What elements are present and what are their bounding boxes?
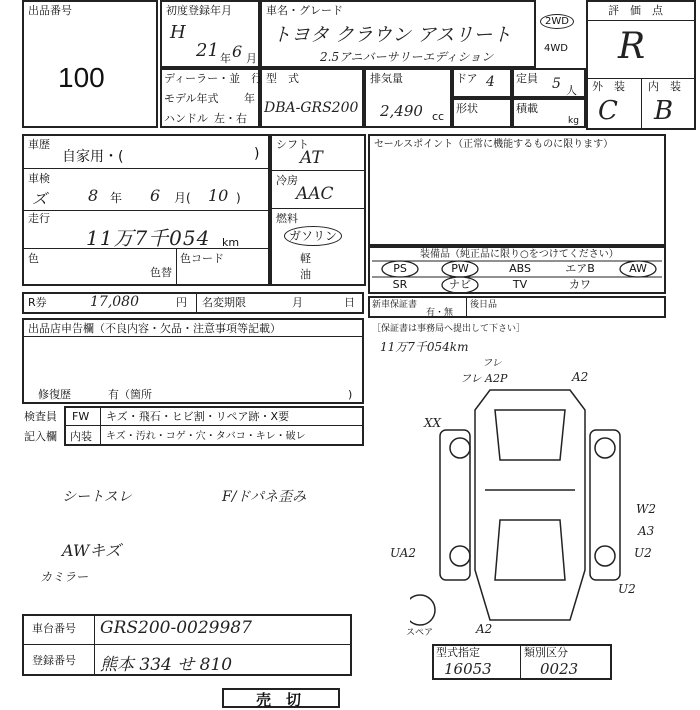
plate-value: 熊本 334 せ 810 bbox=[100, 655, 233, 675]
interior-label: 内 装 bbox=[648, 80, 681, 93]
type-label: 型 式 bbox=[266, 72, 299, 85]
load-label: 積載 bbox=[516, 102, 538, 115]
type-value: DBA-GRS200 bbox=[264, 100, 359, 116]
warranty-label: 新車保証書 bbox=[372, 300, 418, 310]
score-value: R bbox=[618, 26, 646, 67]
color-label: 色 bbox=[28, 252, 39, 265]
color-divider bbox=[176, 248, 177, 286]
checker-label-2: 記入欄 bbox=[24, 430, 57, 443]
drive-4wd: 4WD bbox=[544, 43, 568, 54]
notes-divider bbox=[22, 336, 364, 337]
capacity-value: 5 bbox=[552, 76, 561, 92]
handle-label: ハンドル bbox=[164, 112, 208, 125]
shift-label: シフト bbox=[276, 138, 309, 151]
shape-label: 形状 bbox=[456, 102, 478, 115]
checker-interior: 内装 bbox=[70, 430, 92, 443]
remark-fender: F/ドパネ歪み bbox=[222, 489, 307, 505]
equip-abs: ABS bbox=[509, 262, 531, 275]
equip-navi: ナビ bbox=[449, 278, 471, 291]
recycle-divider bbox=[196, 292, 197, 314]
displacement-value: 2,490 bbox=[380, 102, 423, 120]
recycle-value: 17,080 bbox=[90, 294, 139, 310]
inspection-year-unit: 年 bbox=[110, 191, 123, 205]
equip-sr: SR bbox=[392, 278, 408, 291]
shift-divider-1 bbox=[270, 170, 366, 171]
dealer-label: ディーラー・並 行 bbox=[164, 72, 263, 85]
diagram-mark-7: U2 bbox=[634, 546, 652, 560]
equip-ps: PS bbox=[393, 262, 407, 275]
repair-close: ) bbox=[348, 388, 353, 401]
recycle-unit: 円 bbox=[176, 296, 187, 309]
load-unit: kg bbox=[568, 116, 579, 126]
shift-divider-2 bbox=[270, 208, 366, 209]
checker-label-1: 検査員 bbox=[24, 410, 57, 423]
history-label: 車歴 bbox=[28, 138, 50, 151]
type-spec-value: 16053 bbox=[444, 660, 492, 678]
ac-label: 冷房 bbox=[276, 174, 298, 187]
history-close: ) bbox=[254, 146, 260, 162]
repair-value: 有（箇所 bbox=[108, 388, 152, 401]
model-year-unit: 年 bbox=[244, 92, 255, 105]
warranty-divider bbox=[466, 296, 467, 318]
notes-label: 出品店申告欄（不良内容・欠品・注意事項等記載） bbox=[28, 322, 281, 335]
recycle-label: R券 bbox=[28, 296, 47, 309]
handle-options: 左・右 bbox=[214, 112, 247, 125]
capacity-label: 定員 bbox=[516, 72, 538, 85]
displacement-unit: cc bbox=[432, 110, 445, 123]
class-label: 類別区分 bbox=[524, 646, 568, 659]
exterior-label: 外 装 bbox=[592, 80, 625, 93]
model-year-label: モデル年式 bbox=[164, 92, 219, 105]
handwritten-mileage: 11万7千054km bbox=[380, 340, 469, 354]
inspection-year: 8 bbox=[88, 186, 99, 205]
history-divider-3 bbox=[22, 248, 270, 249]
inspection-month-unit: 月( bbox=[174, 191, 191, 205]
checker-fw: FW bbox=[72, 410, 90, 423]
sales-point-label: セールスポイント（正常に機能するものに限ります） bbox=[374, 139, 614, 150]
diagram-mark-4: XX bbox=[424, 416, 442, 430]
model-name-value: トヨタ クラウン アスリート bbox=[272, 24, 512, 46]
type-spec-label: 型式指定 bbox=[436, 646, 480, 659]
name-change-day: 日 bbox=[344, 296, 355, 309]
diagram-mark-5: W2 bbox=[636, 502, 656, 516]
interior-score: B bbox=[654, 96, 674, 126]
doors-value: 4 bbox=[486, 74, 495, 90]
inspection-month: 6 bbox=[150, 186, 161, 205]
equip-airbag: エアB bbox=[565, 262, 595, 275]
inspection-label: 車検 bbox=[28, 172, 50, 185]
warranty-later: 後日品 bbox=[470, 300, 498, 310]
recycle-box bbox=[22, 292, 364, 314]
doors-label: ドア bbox=[456, 72, 478, 85]
remark-mirror: カミラー bbox=[40, 570, 89, 584]
plate-label: 登録番号 bbox=[32, 654, 76, 667]
chassis-value: GRS200-0029987 bbox=[100, 618, 252, 638]
diagram-mark-9: A2 bbox=[476, 622, 493, 636]
diagram-mark-3: A2 bbox=[572, 370, 589, 384]
equip-leather: カワ bbox=[569, 278, 591, 291]
inspection-prefix: ズ bbox=[32, 190, 48, 208]
remark-aw: AWキズ bbox=[62, 541, 122, 560]
chassis-divider bbox=[22, 644, 352, 645]
color-code-label: 色コード bbox=[180, 252, 224, 265]
first-registration-month-unit: 月 bbox=[246, 52, 257, 65]
first-registration-year-unit: 年 bbox=[220, 52, 231, 65]
equipment-label: 装備品（純正品に限り○をつけてください） bbox=[420, 249, 619, 260]
exterior-score: C bbox=[598, 96, 618, 126]
repair-label: 修復歴 bbox=[38, 388, 71, 401]
mileage-label: 走行 bbox=[28, 212, 50, 225]
diagram-mark-1: フレ bbox=[482, 358, 502, 369]
diagram-mark-2: フレ A2P bbox=[460, 372, 508, 385]
class-value: 0023 bbox=[540, 660, 579, 678]
fuel-light: 軽 bbox=[300, 252, 311, 265]
checker-fw-row: キズ・飛石・ヒビ割・リペア跡・X要 bbox=[106, 410, 290, 423]
equipment-circles bbox=[368, 246, 666, 294]
shift-value: AT bbox=[300, 148, 323, 168]
equip-tv: TV bbox=[512, 278, 528, 291]
name-change-label: 名変期限 bbox=[202, 296, 246, 309]
ac-value: AAC bbox=[296, 184, 334, 204]
diagram-mark-6: A3 bbox=[638, 524, 655, 538]
chassis-label: 車台番号 bbox=[32, 622, 76, 635]
inspection-day-unit: ) bbox=[236, 191, 241, 205]
checker-int-row: キズ・汚れ・コゲ・穴・タバコ・キレ・破レ bbox=[106, 431, 306, 442]
first-registration-era: H bbox=[170, 22, 186, 43]
fuel-oil: 油 bbox=[300, 268, 311, 281]
model-grade-value: 2.5アニバーサリーエディション bbox=[320, 50, 494, 64]
chassis-vdivider bbox=[94, 614, 95, 676]
checker-divider-h bbox=[64, 425, 364, 426]
diagram-mark-8: UA2 bbox=[390, 546, 417, 560]
model-name-label: 車名・グレード bbox=[266, 4, 343, 17]
warranty-yes-no: 有・無 bbox=[426, 308, 454, 318]
drive-2wd: 2WD bbox=[540, 14, 574, 29]
score-label: 評 価 点 bbox=[608, 4, 663, 17]
mileage-value: 11万7千054 bbox=[86, 226, 211, 250]
inspection-day: 10 bbox=[208, 186, 229, 205]
color-change-label: 色替 bbox=[150, 266, 172, 279]
fuel-gasoline: ガソリン bbox=[284, 226, 342, 246]
first-registration-month: 6 bbox=[232, 42, 243, 61]
score-divider bbox=[586, 20, 696, 21]
equip-aw: AW bbox=[629, 262, 647, 275]
history-divider-2 bbox=[22, 210, 270, 211]
first-registration-year: 21 bbox=[196, 40, 219, 61]
score-vdivider bbox=[641, 78, 642, 130]
fuel-label: 燃料 bbox=[276, 212, 298, 225]
spare-label: スペア bbox=[406, 628, 434, 638]
type-spec-divider bbox=[520, 644, 521, 680]
diagram-mark-10: U2 bbox=[618, 582, 636, 596]
equip-pw: PW bbox=[451, 262, 469, 275]
mileage-unit: km bbox=[222, 236, 240, 249]
first-registration-label: 初度登録年月 bbox=[166, 4, 232, 17]
lot-number-value: 100 bbox=[58, 62, 105, 93]
checker-divider-v bbox=[100, 406, 101, 446]
displacement-label: 排気量 bbox=[370, 72, 403, 85]
warranty-note: ［保証書は事務局へ提出して下さい］ bbox=[372, 324, 526, 334]
remark-seat: シートスレ bbox=[62, 489, 132, 505]
name-change-month: 月 bbox=[292, 296, 303, 309]
history-divider-1 bbox=[22, 168, 270, 169]
lot-number-label: 出品番号 bbox=[28, 4, 72, 17]
bottom-tab-label: 売 切 bbox=[256, 691, 302, 709]
capacity-unit: 人 bbox=[566, 84, 577, 97]
history-value: 自家用・( bbox=[62, 149, 124, 165]
